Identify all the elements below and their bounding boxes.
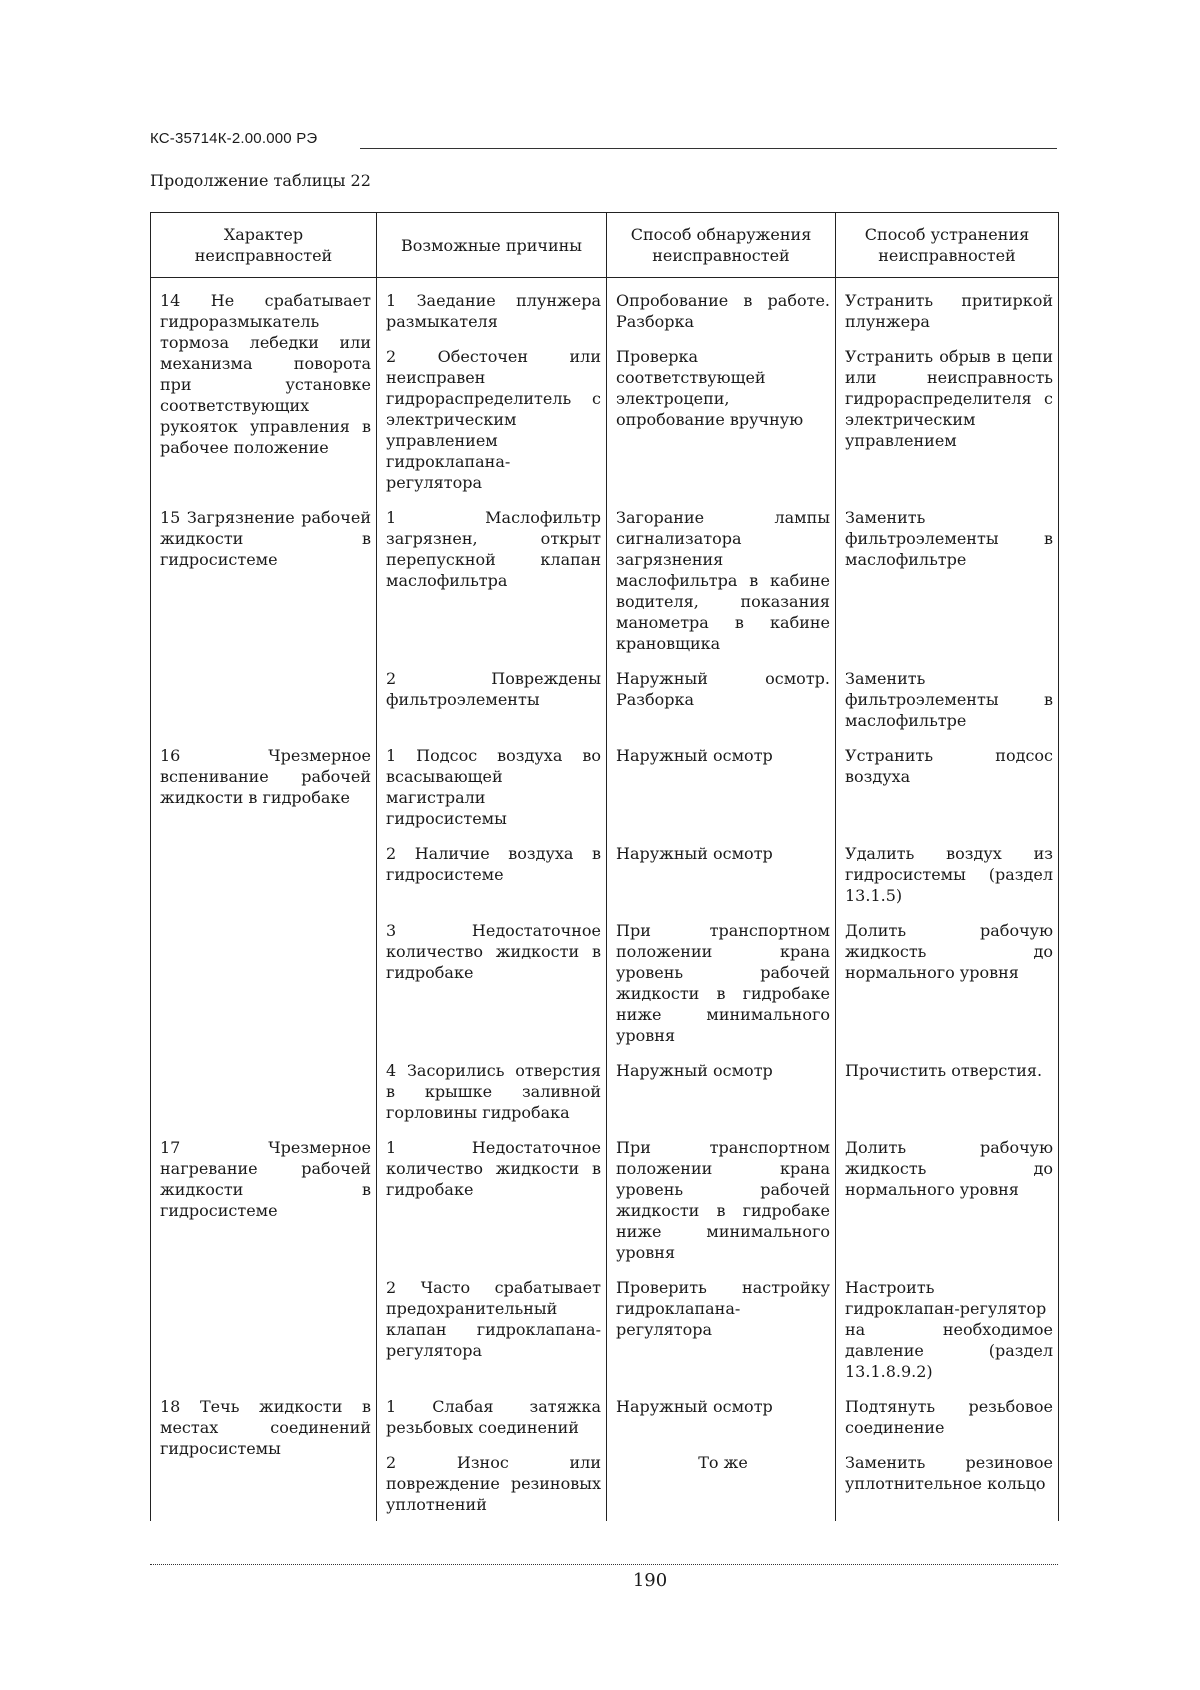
- table-caption: Продолжение таблицы 22: [150, 171, 371, 190]
- column-header-detection: Способ обнаружения неисправностей: [607, 213, 836, 278]
- cause-cell: 1 Недостаточное количество жидкости в гидробаке: [377, 1129, 607, 1269]
- detection-cell: То же: [607, 1444, 836, 1521]
- remedy-cell: Заменить фильтроэлементы в маслофильтре: [836, 660, 1059, 737]
- table-row: [151, 737, 1059, 835]
- column-header-remedy: Способ устранения неисправностей: [836, 213, 1059, 278]
- cause-cell: 2 Наличие воздуха в гидросистеме: [377, 835, 607, 912]
- cause-cell: 4 Засорились отверстия в крышке заливной горловины гидробака: [377, 1052, 607, 1129]
- cause-cell: 2 Часто срабатывает предохранительный клапан гидроклапана-регулятора: [377, 1269, 607, 1388]
- detection-cell: При транспортном положении крана уровень рабочей жидкости в гидробаке ниже минимального уровня: [607, 1129, 836, 1269]
- remedy-cell: Прочистить отверстия.: [836, 1052, 1059, 1129]
- remedy-cell: Устранить обрыв в цепи или неисправность гидрораспределителя с электрическим управлением: [836, 338, 1059, 499]
- detection-cell: Наружный осмотр: [607, 835, 836, 912]
- footer-rule: [150, 1564, 1058, 1565]
- document-code: КС-35714К-2.00.000 РЭ: [150, 130, 318, 147]
- remedy-cell: Заменить резиновое уплотнительное кольцо: [836, 1444, 1059, 1521]
- remedy-cell: Заменить фильтроэлементы в маслофильтре: [836, 499, 1059, 660]
- column-header-fault: Характер неисправностей: [151, 213, 377, 278]
- table-header: [151, 213, 1059, 278]
- fault-cell: 14 Не срабатывает гидроразмыкатель тормоза лебедки или механизма поворота при установке соответствующих рукояток управления в рабочее положение: [151, 278, 377, 500]
- detection-cell: Опробование в работе. Разборка: [607, 278, 836, 339]
- detection-cell: Наружный осмотр. Разборка: [607, 660, 836, 737]
- column-header-cause: Возможные причины: [377, 213, 607, 278]
- remedy-cell: Удалить воздух из гидросистемы (раздел 13.1.5): [836, 835, 1059, 912]
- remedy-cell: Подтянуть резьбовое соединение: [836, 1388, 1059, 1444]
- cause-cell: 1 Заедание плунжера размыкателя: [377, 278, 607, 339]
- table-row: [151, 499, 1059, 660]
- fault-cell: 17 Чрезмерное нагревание рабочей жидкости в гидросистеме: [151, 1129, 377, 1388]
- faults-table: [150, 212, 1059, 1521]
- remedy-cell: Настроить гидроклапан-регулятор на необходимое давление (раздел 13.1.8.9.2): [836, 1269, 1059, 1388]
- cause-cell: 3 Недостаточное количество жидкости в гидробаке: [377, 912, 607, 1052]
- remedy-cell: Долить рабочую жидкость до нормального уровня: [836, 912, 1059, 1052]
- remedy-cell: Устранить притиркой плунжера: [836, 278, 1059, 339]
- header-rule: [360, 148, 1057, 149]
- detection-cell: Загорание лампы сигнализатора загрязнения маслофильтра в кабине водителя, показания манометра в кабине крановщика: [607, 499, 836, 660]
- fault-cell: 15 Загрязнение рабочей жидкости в гидросистеме: [151, 499, 377, 737]
- detection-cell: При транспортном положении крана уровень рабочей жидкости в гидробаке ниже минимального уровня: [607, 912, 836, 1052]
- table-row: [151, 278, 1059, 339]
- remedy-cell: Устранить подсос воздуха: [836, 737, 1059, 835]
- cause-cell: 2 Обесточен или неисправен гидрораспределитель с электрическим управлением гидроклапана-регулятора: [377, 338, 607, 499]
- fault-cell: 16 Чрезмерное вспенивание рабочей жидкости в гидробаке: [151, 737, 377, 1129]
- detection-cell: Проверить настройку гидроклапана-регулятора: [607, 1269, 836, 1388]
- detection-cell: Проверка соответствующей электроцепи, опробование вручную: [607, 338, 836, 499]
- cause-cell: 2 Повреждены фильтроэлементы: [377, 660, 607, 737]
- fault-cell: 18 Течь жидкости в местах соединений гидросистемы: [151, 1388, 377, 1521]
- table-row: [151, 1129, 1059, 1269]
- remedy-cell: Долить рабочую жидкость до нормального уровня: [836, 1129, 1059, 1269]
- detection-cell: Наружный осмотр: [607, 737, 836, 835]
- page-number: 190: [632, 1570, 668, 1591]
- table-row: [151, 1388, 1059, 1444]
- cause-cell: 1 Маслофильтр загрязнен, открыт перепускной клапан маслофильтра: [377, 499, 607, 660]
- detection-cell: Наружный осмотр: [607, 1388, 836, 1444]
- table-body: [151, 278, 1059, 1522]
- cause-cell: 2 Износ или повреждение резиновых уплотнений: [377, 1444, 607, 1521]
- cause-cell: 1 Слабая затяжка резьбовых соединений: [377, 1388, 607, 1444]
- cause-cell: 1 Подсос воздуха во всасывающей магистрали гидросистемы: [377, 737, 607, 835]
- detection-cell: Наружный осмотр: [607, 1052, 836, 1129]
